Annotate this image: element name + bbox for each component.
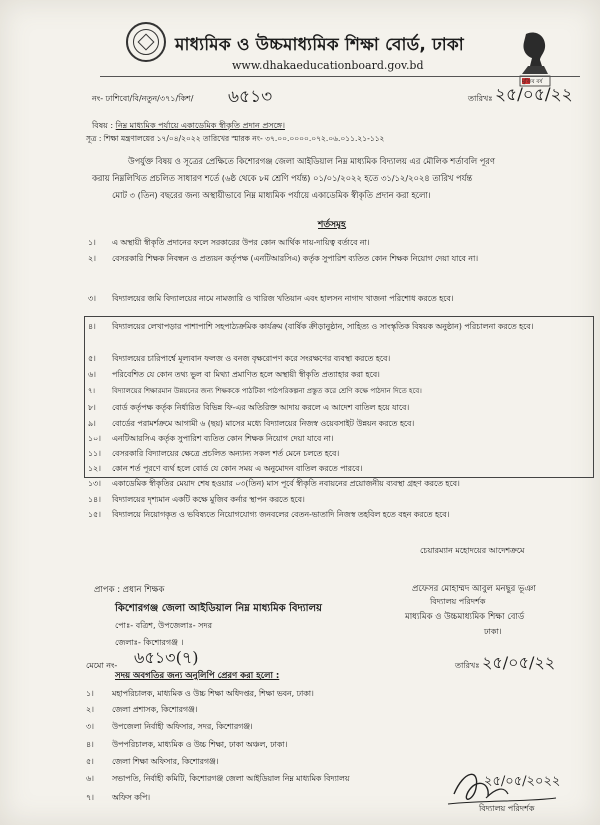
- condition-item: ১৪। বিদ্যালয়ের দৃশ্যমান একটি কক্ষে মুজিব কর্নার স্থাপন করতে হবে।: [88, 495, 305, 504]
- condition-item: ১০। এনটিআরসিএ কর্তৃক সুপারিশ ব্যতিত কোন শিক্ষক নিয়োগ দেয়া যাবে না।: [88, 434, 334, 443]
- copy-heading: সদয় অবগতির জন্য অনুলিপি প্রেরণ করা হলো :: [115, 671, 280, 681]
- condition-item: ৭। বিদ্যালয়ের শিক্ষারমান উন্নয়নের জন্য শিক্ষককে পাঠটিকা পাঠপরিকল্পনা প্রস্তুত করে শ্রেণি কক্ষে পাঠদান দিতে হবে।: [88, 387, 422, 395]
- copy-item: ২। জেলা প্রশাসক, কিশোরগঞ্জ।: [86, 705, 198, 714]
- date2-label: তারিখঃ: [455, 661, 480, 670]
- recipient-district: জেলাঃ- কিশোরগঞ্জ ।: [115, 638, 184, 647]
- memo-number-handwritten: ৬৫১৩: [228, 87, 273, 107]
- recipient-label: প্রাপক : প্রধান শিক্ষক: [94, 585, 165, 595]
- date-handwritten: ২৫/০৫/২২: [495, 85, 573, 105]
- condition-item: ৪। বিদ্যালয়ের লেখাপড়ার পাশাপাশি সহপাঠ্যক্রমিক কার্যক্রম (বার্ষিক ক্রীড়ানুষ্ঠান, সাহিত্য ও সাংস্কৃতিক বিষয়ক অনুষ্ঠান) পরিচালনা করতে হবে।: [88, 322, 534, 331]
- condition-item: ৩। বিদ্যালয়ের জমি বিদ্যালয়ের নামে নামজারি ও খারিজ খতিয়ান এবং হালসন নাগাদ খাজনা পরিশোধ করতে হবে।: [88, 294, 454, 303]
- intro-line-2: করায় নিম্নলিখিত প্রচলিত সাধারণ শর্তে (৬ষ্ঠ থেকে ৮ম শ্রেণি পর্যন্ত) ০১/০১/২০২২ হতে ৩১/১২/২০২৪ তারিখ পর্যন্ত: [92, 173, 473, 183]
- intro-line-1: উপর্যুক্ত বিষয় ও সূত্রের প্রেক্ষিতে কিশোরগঞ্জ জেলা আইডিয়াল নিম্ন মাধ্যমিক বিদ্যালয় এর মৌলিক শর্তাবলি পূরণ: [128, 156, 495, 166]
- condition-item: ১৫। বিদ্যালয়ে নিয়োগকৃত ও ভবিষ্যতে নিয়োগযোগ্য জনবলের বেতন-ভাতাদি নিজস্ব তহবিল হতে বহন করতে হবে।: [88, 510, 450, 519]
- board-seal-icon: [126, 22, 166, 62]
- signatory-role: বিদ্যালয় পরিদর্শক: [430, 597, 486, 606]
- copy-item: ৩। উপজেলা নির্বাহী অফিসার, সদর, কিশোরগঞ্জ।: [86, 722, 253, 731]
- copy-item: ১। মহাপরিচালক, মাধ্যমিক ও উচ্চ শিক্ষা অধিদপ্তর, শিক্ষা ভবন, ঢাকা।: [86, 689, 314, 698]
- board-title: মাধ্যমিক ও উচ্চমাধ্যমিক শিক্ষা বোর্ড, ঢাকা: [175, 35, 464, 55]
- condition-item: ১২। কোন শর্ত পূরণে ব্যর্থ হলে বোর্ড যে কোন সময় এ অনুমোদন বাতিল করতে পারবে।: [88, 464, 363, 473]
- signatory-board: মাধ্যমিক ও উচ্চমাধ্যমিক শিক্ষা বোর্ড: [405, 612, 525, 622]
- copy-item: ৭। অফিস কপি।: [86, 793, 151, 802]
- conditions-heading: শর্তসমূহ: [318, 220, 346, 230]
- memo-prefix: নং- ঢাশিবো/বি/নতুন/৩৭১/কিশ/: [92, 94, 194, 103]
- date-label: তারিখঃ: [468, 94, 493, 103]
- condition-item: ৬। পরিবেশিত যে কোন তথ্য ভুল বা মিথ্যা প্রমাণিত হলে অস্থায়ী স্বীকৃতি প্রত্যাহার করা হবে।: [88, 370, 380, 379]
- intro-line-3: মোট ৩ (তিন) বছরের জন্য অস্থায়ীভাবে নিম্ন মাধ্যমিক পর্যায়ে একাডেমিক স্বীকৃতি প্রদান করা হলো।: [112, 190, 431, 200]
- subject-line: [92, 120, 285, 133]
- signatory-name: প্রফেসর মোহাম্মদ আবুল মনছুর ভূঞা: [412, 584, 536, 594]
- memo2-number-handwritten: ৬৫১৩(৭): [134, 648, 199, 667]
- condition-item: ১১। বেসরকারি বিদ্যালয়ের ক্ষেত্রে প্রচলিত অন্যান্য সকল শর্ত মেনে চলতে হবে।: [88, 449, 340, 458]
- condition-item: ৮। বোর্ড কর্তৃপক্ষ কর্তৃক নির্ধারিত বিভিন্ন ফি-এর অতিরিক্ত আদায় করলে এ আদেশ বাতিল হয়ে যাবে।: [88, 403, 410, 412]
- condition-item: ১৩। একাডেমিক স্বীকৃতির মেয়াদ শেষ হওয়ার ০৩(তিন) মাস পূর্বে স্বীকৃতি নবায়নের প্রয়োজনীয় ব্যবস্থা গ্রহণ করতে হবে।: [88, 479, 460, 488]
- signature-date-handwritten: ২৫/০৫/২০২২: [484, 774, 561, 789]
- reference-line: সূত্র : শিক্ষা মন্ত্রণালয়ের ১৭/০৪/২০২২ তারিখের স্মারক নং- ৩৭.০০.০০০০.০৭২.০৬.০১১.২১-১১২: [86, 134, 385, 143]
- board-website[interactable]: www.dhakaeducationboard.gov.bd: [232, 59, 424, 72]
- copy-item: ৬। সভাপতি, নির্বাহী কমিটি, কিশোরগঞ্জ জেলা আইডিয়াল নিম্ন মাধ্যমিক বিদ্যালয়: [86, 774, 350, 783]
- recipient-post: পোঃ- বত্রিশ, উপজেলাঃ- সদর: [115, 621, 213, 630]
- date2-handwritten: ২৫/০৫/২২: [482, 653, 556, 672]
- subject-text: নিম্ন মাধ্যমিক পর্যায়ে একাডেমিক স্বীকৃতি প্রদান প্রসঙ্গে।: [115, 121, 285, 130]
- subject-label: বিষয় :: [92, 121, 114, 130]
- condition-item: ১। এ অস্থায়ী স্বীকৃতি প্রদানের ফলে সরকারের উপর কোন আর্থিক দায়-দায়িত্ব বর্তাবে না।: [88, 238, 370, 247]
- logo-caption: মুজিব বর্ষ: [522, 79, 543, 85]
- condition-item: ৯। বোর্ডের পরামর্শক্রমে আগামী ৬ (ছয়) মাসের মধ্যে বিদ্যালয়ের নিজস্ব ওয়েবসাইট উন্নয়ন করতে হবে।: [88, 419, 415, 428]
- order-line: চেয়ারম্যান মহোদয়ের আদেশক্রমে: [420, 546, 525, 555]
- memo2-label: মেমো নং-: [86, 661, 118, 670]
- signatory-city: ঢাকা।: [484, 627, 502, 636]
- condition-item: ২। বেসরকারি শিক্ষক নিবন্ধন ও প্রত্যয়ন কর্তৃপক্ষ (এনটিআরসিএ) কর্তৃক সুপারিশ ব্যতিত কোন শিক্ষক নিয়োগ দেয়া যাবে না।: [88, 254, 478, 263]
- recipient-school: কিশোরগঞ্জ জেলা আইডিয়াল নিম্ন মাধ্যমিক বিদ্যালয়: [115, 603, 322, 614]
- signature-title: বিদ্যালয় পরিদর্শক: [479, 804, 535, 813]
- copy-item: ৫। জেলা শিক্ষা অফিসার, কিশোরগঞ্জ।: [86, 757, 219, 766]
- condition-item: ৫। বিদ্যালয়ের চারিপার্শ্বে মূল্যবান ফলজ ও বনজ বৃক্ষরোপণ করে সংরক্ষণের ব্যবস্থা করতে হবে।: [88, 354, 391, 363]
- header-divider: [100, 76, 580, 77]
- conditions-frame: [84, 316, 594, 478]
- copy-item: ৪। উপপরিচালক, মাধ্যমিক ও উচ্চ শিক্ষা, ঢাকা অঞ্চল, ঢাকা।: [86, 740, 288, 749]
